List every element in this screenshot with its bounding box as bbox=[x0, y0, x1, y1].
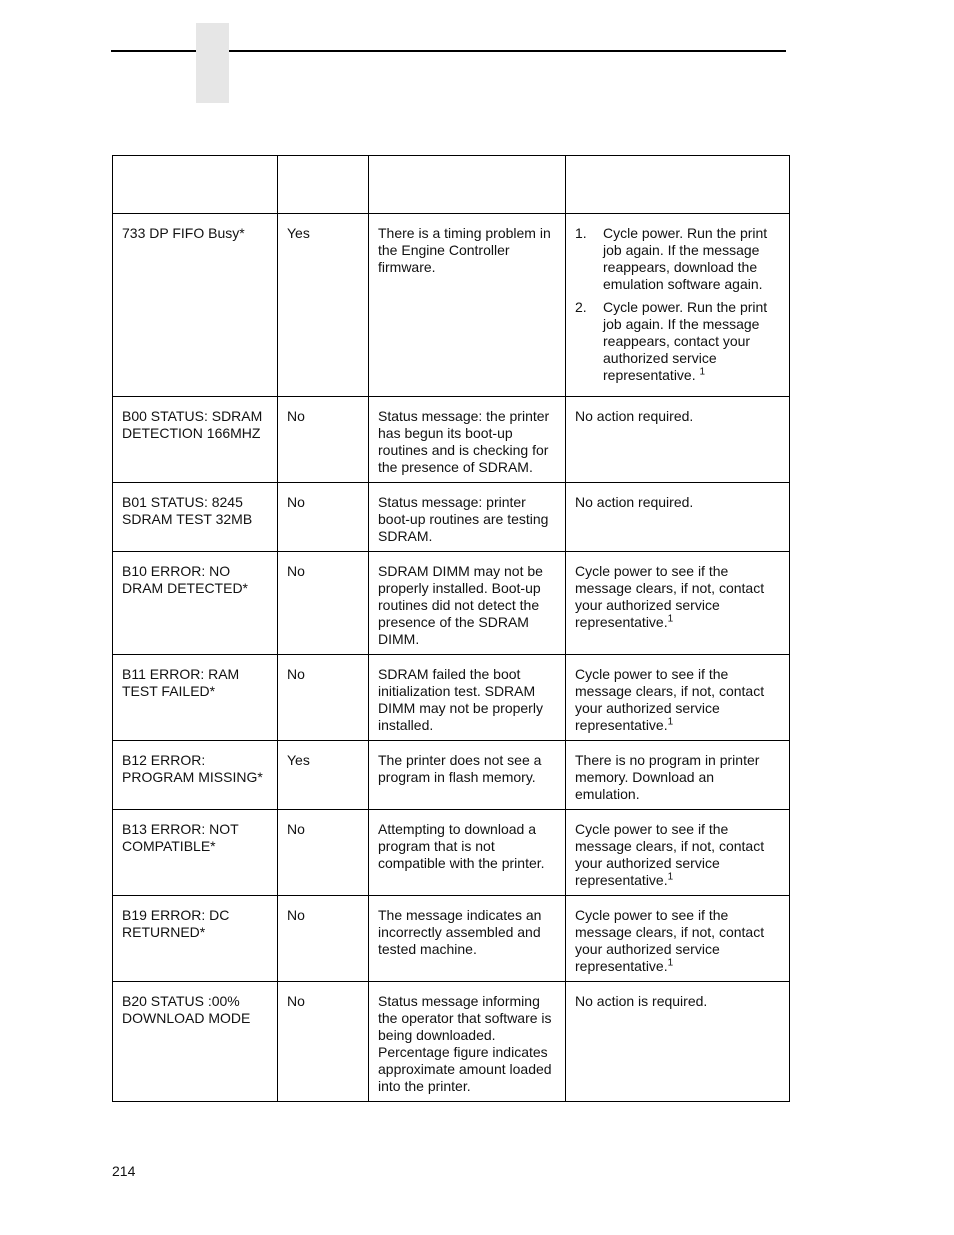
header-cell bbox=[113, 156, 278, 214]
footnote-marker: 1 bbox=[667, 716, 674, 728]
list-number: 1. bbox=[575, 225, 587, 241]
shown-cell: No bbox=[278, 810, 369, 896]
action-text: No action required. bbox=[575, 494, 694, 510]
action-cell bbox=[566, 810, 790, 896]
action-cell bbox=[566, 741, 790, 810]
header-cell bbox=[566, 156, 790, 214]
action-text: Cycle power. Run the print job again. If the message reappears, contact your authorized service representative. bbox=[603, 299, 768, 383]
action-cell bbox=[566, 655, 790, 741]
shown-cell: No bbox=[278, 655, 369, 741]
shown-cell: No bbox=[278, 896, 369, 982]
action-cell bbox=[566, 397, 790, 483]
action-text: Cycle power to see if the message clears, if not, contact your authorized service representative. bbox=[575, 821, 765, 888]
explanation-cell: SDRAM failed the boot initialization test. SDRAM DIMM may not be properly installed. bbox=[369, 655, 566, 741]
action-cell bbox=[566, 214, 790, 397]
message-cell: B11 ERROR: RAM TEST FAILED* bbox=[113, 655, 278, 741]
action-text: No action required. bbox=[575, 408, 694, 424]
explanation-cell: There is a timing problem in the Engine Controller firmware. bbox=[369, 214, 566, 397]
message-cell: B19 ERROR: DC RETURNED* bbox=[113, 896, 278, 982]
action-text: Cycle power to see if the message clears, if not, contact your authorized service representative. bbox=[575, 907, 765, 974]
action-text: Cycle power to see if the message clears, if not, contact your authorized service representative. bbox=[575, 666, 765, 733]
table-row bbox=[113, 552, 790, 655]
explanation-cell: SDRAM DIMM may not be properly installed. Boot-up routines did not detect the presence of the SDRAM DIMM. bbox=[369, 552, 566, 655]
page-number: 214 bbox=[112, 1163, 136, 1179]
table-row bbox=[113, 655, 790, 741]
list-item bbox=[575, 299, 781, 384]
explanation-cell: The printer does not see a program in flash memory. bbox=[369, 741, 566, 810]
shown-cell: No bbox=[278, 397, 369, 483]
table-row bbox=[113, 741, 790, 810]
table-row bbox=[113, 483, 790, 552]
list-text bbox=[603, 299, 781, 384]
message-cell: 733 DP FIFO Busy* bbox=[113, 214, 278, 397]
table-row bbox=[113, 810, 790, 896]
action-cell bbox=[566, 896, 790, 982]
footnote-marker: 1 bbox=[667, 613, 674, 625]
list-number: 2. bbox=[575, 299, 587, 315]
footnote-marker: 1 bbox=[667, 957, 674, 969]
header-cell bbox=[278, 156, 369, 214]
explanation-cell: Status message informing the operator that software is being downloaded. Percentage figure indicates approximate amount loaded into the printer. bbox=[369, 982, 566, 1102]
explanation-cell: The message indicates an incorrectly assembled and tested machine. bbox=[369, 896, 566, 982]
footnote-marker: 1 bbox=[699, 366, 706, 378]
action-cell bbox=[566, 982, 790, 1102]
message-cell: B10 ERROR: NO DRAM DETECTED* bbox=[113, 552, 278, 655]
footnote-marker: 1 bbox=[667, 871, 674, 883]
shown-cell: Yes bbox=[278, 741, 369, 810]
action-text: Cycle power. Run the print job again. If the message reappears, download the emulation software again. bbox=[603, 225, 768, 292]
table-row bbox=[113, 397, 790, 483]
shown-cell: No bbox=[278, 552, 369, 655]
table-row bbox=[113, 214, 790, 397]
table-header-row bbox=[113, 156, 790, 214]
action-list bbox=[575, 225, 781, 384]
message-cell: B00 STATUS: SDRAM DETECTION 166MHZ bbox=[113, 397, 278, 483]
action-cell bbox=[566, 483, 790, 552]
chapter-tab bbox=[196, 23, 229, 103]
message-cell: B13 ERROR: NOT COMPATIBLE* bbox=[113, 810, 278, 896]
message-cell: B20 STATUS :00% DOWNLOAD MODE bbox=[113, 982, 278, 1102]
message-cell: B12 ERROR: PROGRAM MISSING* bbox=[113, 741, 278, 810]
action-text: No action is required. bbox=[575, 993, 708, 1009]
header-cell bbox=[369, 156, 566, 214]
table-row bbox=[113, 982, 790, 1102]
explanation-cell: Status message: the printer has begun its boot-up routines and is checking for the presence of SDRAM. bbox=[369, 397, 566, 483]
table-row bbox=[113, 896, 790, 982]
explanation-cell: Attempting to download a program that is not compatible with the printer. bbox=[369, 810, 566, 896]
list-text bbox=[603, 225, 781, 293]
list-item bbox=[575, 225, 781, 293]
message-table bbox=[112, 155, 790, 1102]
action-cell bbox=[566, 552, 790, 655]
shown-cell: No bbox=[278, 982, 369, 1102]
shown-cell: Yes bbox=[278, 214, 369, 397]
shown-cell: No bbox=[278, 483, 369, 552]
action-text: Cycle power to see if the message clears, if not, contact your authorized service representative. bbox=[575, 563, 765, 630]
action-text: There is no program in printer memory. Download an emulation. bbox=[575, 752, 760, 802]
message-cell: B01 STATUS: 8245 SDRAM TEST 32MB bbox=[113, 483, 278, 552]
explanation-cell: Status message: printer boot-up routines are testing SDRAM. bbox=[369, 483, 566, 552]
